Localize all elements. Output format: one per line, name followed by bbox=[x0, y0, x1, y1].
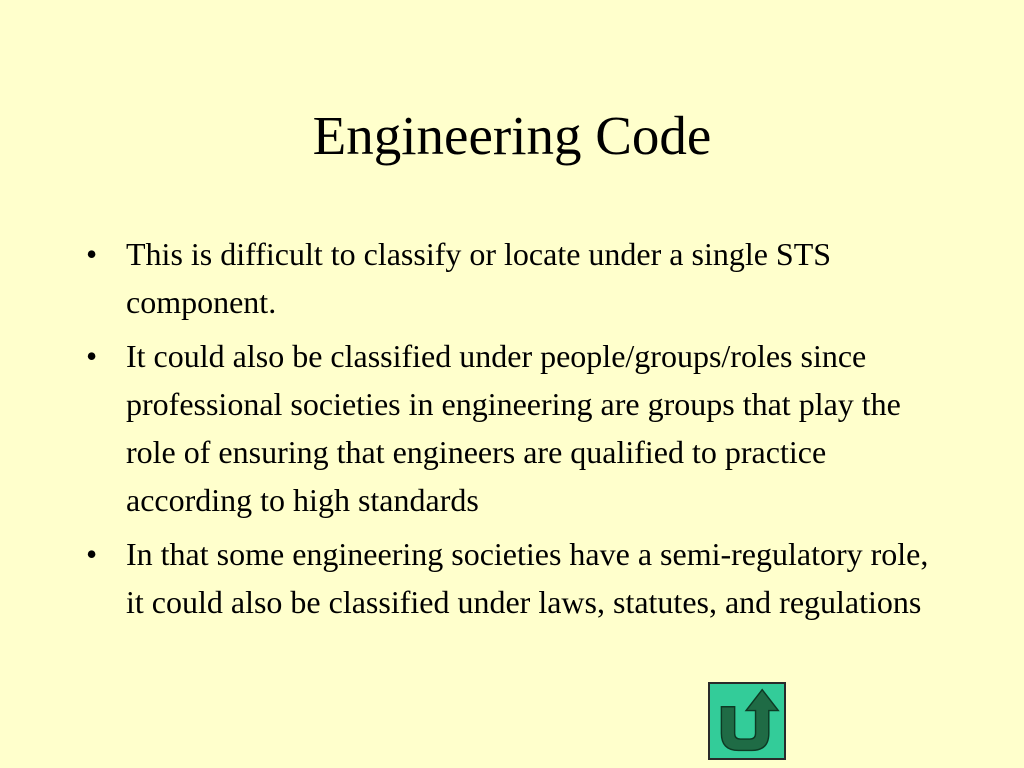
bullet-dot: • bbox=[86, 338, 98, 374]
bullet-item bbox=[0, 230, 1024, 326]
bullet-list bbox=[0, 230, 1024, 632]
bullet-text: It could also be classified under people/groups/roles since professional societies in engineering are groups that play the role of ensuring that engineers are qualified to practice according to high standards bbox=[126, 338, 901, 518]
u-turn-return-icon bbox=[710, 684, 784, 758]
bullet-item bbox=[0, 530, 1024, 626]
bullet-item bbox=[0, 332, 1024, 524]
bullet-text: This is difficult to classify or locate under a single STS component. bbox=[126, 236, 832, 320]
bullet-text: In that some engineering societies have a semi-regulatory role, it could also be classified under laws, statutes, and regulations bbox=[126, 536, 929, 620]
return-button[interactable] bbox=[708, 682, 786, 760]
bullet-dot: • bbox=[86, 236, 98, 272]
slide-title: Engineering Code bbox=[312, 105, 712, 166]
bullet-dot: • bbox=[86, 536, 98, 572]
